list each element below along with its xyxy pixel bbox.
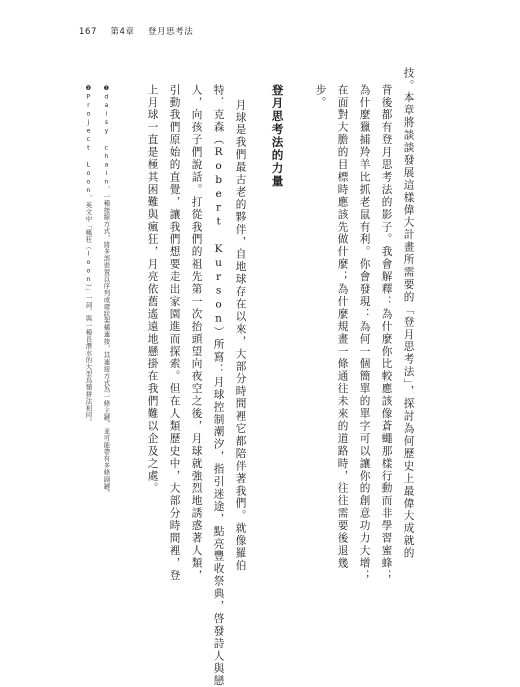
intro-line-1: 技。本章將談談發展這樣偉大計畫所需要的「登月思考法」，探討為何歷史上最偉大成就的 [402,67,415,560]
footnote-marker: ❶ [102,84,111,93]
chapter-label: 第4章 [110,27,135,37]
section-line-4: 引動我們原始的直覺，讓我們想要走出家園進而探索。但在人類歷史中，大部分時間裡，登 [168,84,181,582]
intro-line-4: 在面對大膽的目標時應該先做什麼；為什麼規畫一條通往未來的道路時，往往需要後退幾 [336,84,349,570]
footnote-1 [103,84,109,497]
footnote-2 [85,84,91,425]
intro-line-3: 為什麼獵捕羚羊比抓老鼠有利。你會發現：為何一個簡單的單字可以讓你的創意功力大增； [358,84,371,582]
intro-line-2: 背後都有登月思考法的影子。我會解釋：為什麼你比較應該像蒼蠅那樣行動而非學習蜜蜂； [380,84,393,582]
section-line-3: 人，向孩子們說話。打從我們的祖先第一次抬頭望向夜空之後，月球就強烈地誘惑著人類， [190,84,203,582]
running-header [79,25,203,37]
section-line-5: 上月球一直是極其困難與瘋狂，月亮依舊遙遠地懸掛在我們難以企及之處。 [146,84,159,495]
page-number: 167 [79,27,98,37]
footnote-text: Project Loon，英文中「瘋狂（loon）」一詞，與一種長潛水的大型鳥類拼法相同。 [84,92,93,426]
chapter-title: 登月思考法 [147,27,194,37]
footnote-text: daisy chain，一種接線方式，將多部裝置以序列或環狀架構連接，其連接方式為一條主鏈，並可能帶有多條副鏈。 [102,92,111,497]
intro-line-5: 步。 [314,84,327,109]
section-heading: 登月思考法的力量 [270,84,285,188]
footnote-marker: ❷ [84,84,93,93]
section-line-1: 月球是我們最古老的夥伴，自地球存在以來，大部分時間裡它都陪伴著我們。就像羅伯 [234,99,247,573]
section-line-2: 特．克森（Robert Kurson）所寫：月球控制潮汐，指引迷途，點亮豐收祭典，啓發詩人與戀 [212,84,225,687]
